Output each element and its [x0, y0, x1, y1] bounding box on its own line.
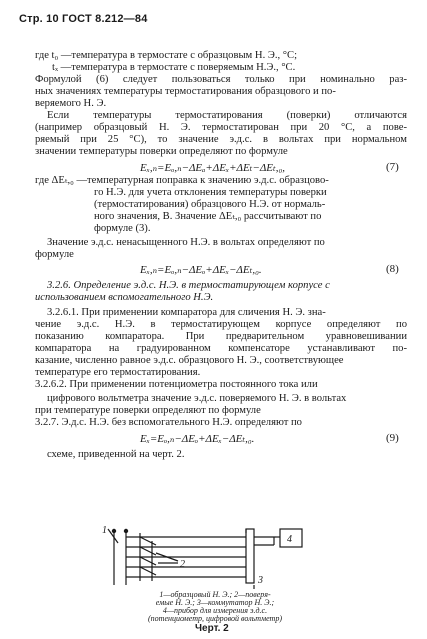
- text-line: при температуре поверки определяют по формуле: [35, 405, 261, 416]
- text-line: показанию компаратора. При предварительном уравновешивании: [35, 331, 407, 342]
- section-heading: использованием вспомогательного Н.Э.: [35, 292, 214, 303]
- text-line: значении температуры поверки определяют по формуле: [35, 146, 288, 157]
- text-line: Формулой (6) следует пользоваться только при номинально раз-: [35, 74, 407, 85]
- figure-title: Черт. 2: [195, 623, 229, 634]
- equation-8: Eₓ,ₙ=Eₒ,ₙ−ΔEₒ+ΔEₓ−ΔEₜ,₀.: [140, 264, 262, 276]
- connection-diagram: [96, 523, 316, 589]
- diagram-label-2: 2: [180, 559, 185, 570]
- text-line: температуре его термостатирования.: [35, 367, 201, 378]
- text-line: формуле (3).: [94, 223, 151, 234]
- equation-number: (8): [386, 263, 399, 275]
- equation-number: (9): [386, 432, 399, 444]
- figure-caption: емые Н. Э.; 3—коммутатор Н. Э.;: [155, 598, 275, 607]
- diagram-label-1: 1: [102, 525, 107, 536]
- text-line: (термостатирования) образцового Н.Э. от нормаль-: [94, 199, 326, 210]
- text-line: 3.2.6.2. При применении потенциометра постоянного тока или: [35, 379, 318, 390]
- diagram-label-3: 3: [258, 575, 263, 586]
- equation-7: Eₓ,ₙ=Eₒ,ₙ−ΔEₐ+ΔEₓ+ΔEₜ−ΔEₜ,₀,: [140, 162, 286, 174]
- text-line: го Н.Э. для учета отклонения температуры поверки: [94, 187, 327, 198]
- text-line: схеме, приведенной на черт. 2.: [47, 449, 185, 460]
- text-line: чение э.д.с. Н.Э. в термостатирующем корпусе определяют по: [35, 319, 407, 330]
- text-line: tₓ —температура в термостате с поверяемым Н.Э., °С.: [52, 62, 296, 73]
- text-line: ряемый при 25 °С), то значение э.д.с. в вольтах при нормальном: [35, 134, 407, 145]
- text-line: веряемого Н. Э.: [35, 98, 107, 109]
- text-line: ного значения, В. Значение ΔEₜ,₀ рассчитывают по: [94, 211, 322, 222]
- text-line: цифрового вольтметра значение э.д.с. поверяемого Н. Э. в вольтах: [47, 393, 347, 404]
- figure-caption: (потенциометр, цифровой вольтметр): [148, 614, 282, 623]
- text-line: где ΔEₜ,₀ —температурная поправка к значению э.д.с. образцово-: [35, 175, 329, 186]
- figure-caption: 4—прибор для измерения э.д.с.: [162, 606, 268, 615]
- page-header: Стр. 10 ГОСТ 8.212—84: [19, 13, 148, 25]
- text-line: 3.2.6.1. При применении компаратора для сличения Н. Э. зна-: [47, 307, 326, 318]
- equation-number: (7): [386, 161, 399, 173]
- equation-9: Eₓ=Eₒ,ₙ−ΔEₒ+ΔEₓ−ΔEₜ,₀.: [140, 433, 255, 445]
- text-line: Если температуры термостатирования (поверки) отличаются: [47, 110, 407, 121]
- text-line: компаратора на градуированном компенсаторе устанавливают по-: [35, 343, 407, 354]
- text-line: 3.2.7. Э.д.с. Н.Э. без вспомогательного Н.Э. определяют по: [35, 417, 302, 428]
- text-line: где t₀ —температура в термостате с образцовым Н. Э., °С;: [35, 50, 298, 61]
- text-line: ных значениях температуры термостатирования образцового и по-: [35, 86, 336, 97]
- text-line: казание, численно равное э.д.с. образцового Н. Э., соответствующее: [35, 355, 344, 366]
- text-line: (например образцовый Н. Э. термостатирован при 20 °С, а пове-: [35, 122, 407, 133]
- text-line: формуле: [35, 249, 74, 260]
- text-line: Значение э.д.с. ненасыщенного Н.Э. в вольтах определяют по: [47, 237, 325, 248]
- figure-caption: 1—образцовый Н. Э.; 2—повеpя-: [159, 590, 271, 599]
- section-heading: 3.2.6. Определение э.д.с. Н.Э. в термостатирующем корпусе с: [47, 280, 330, 291]
- diagram-label-4: 4: [287, 534, 292, 545]
